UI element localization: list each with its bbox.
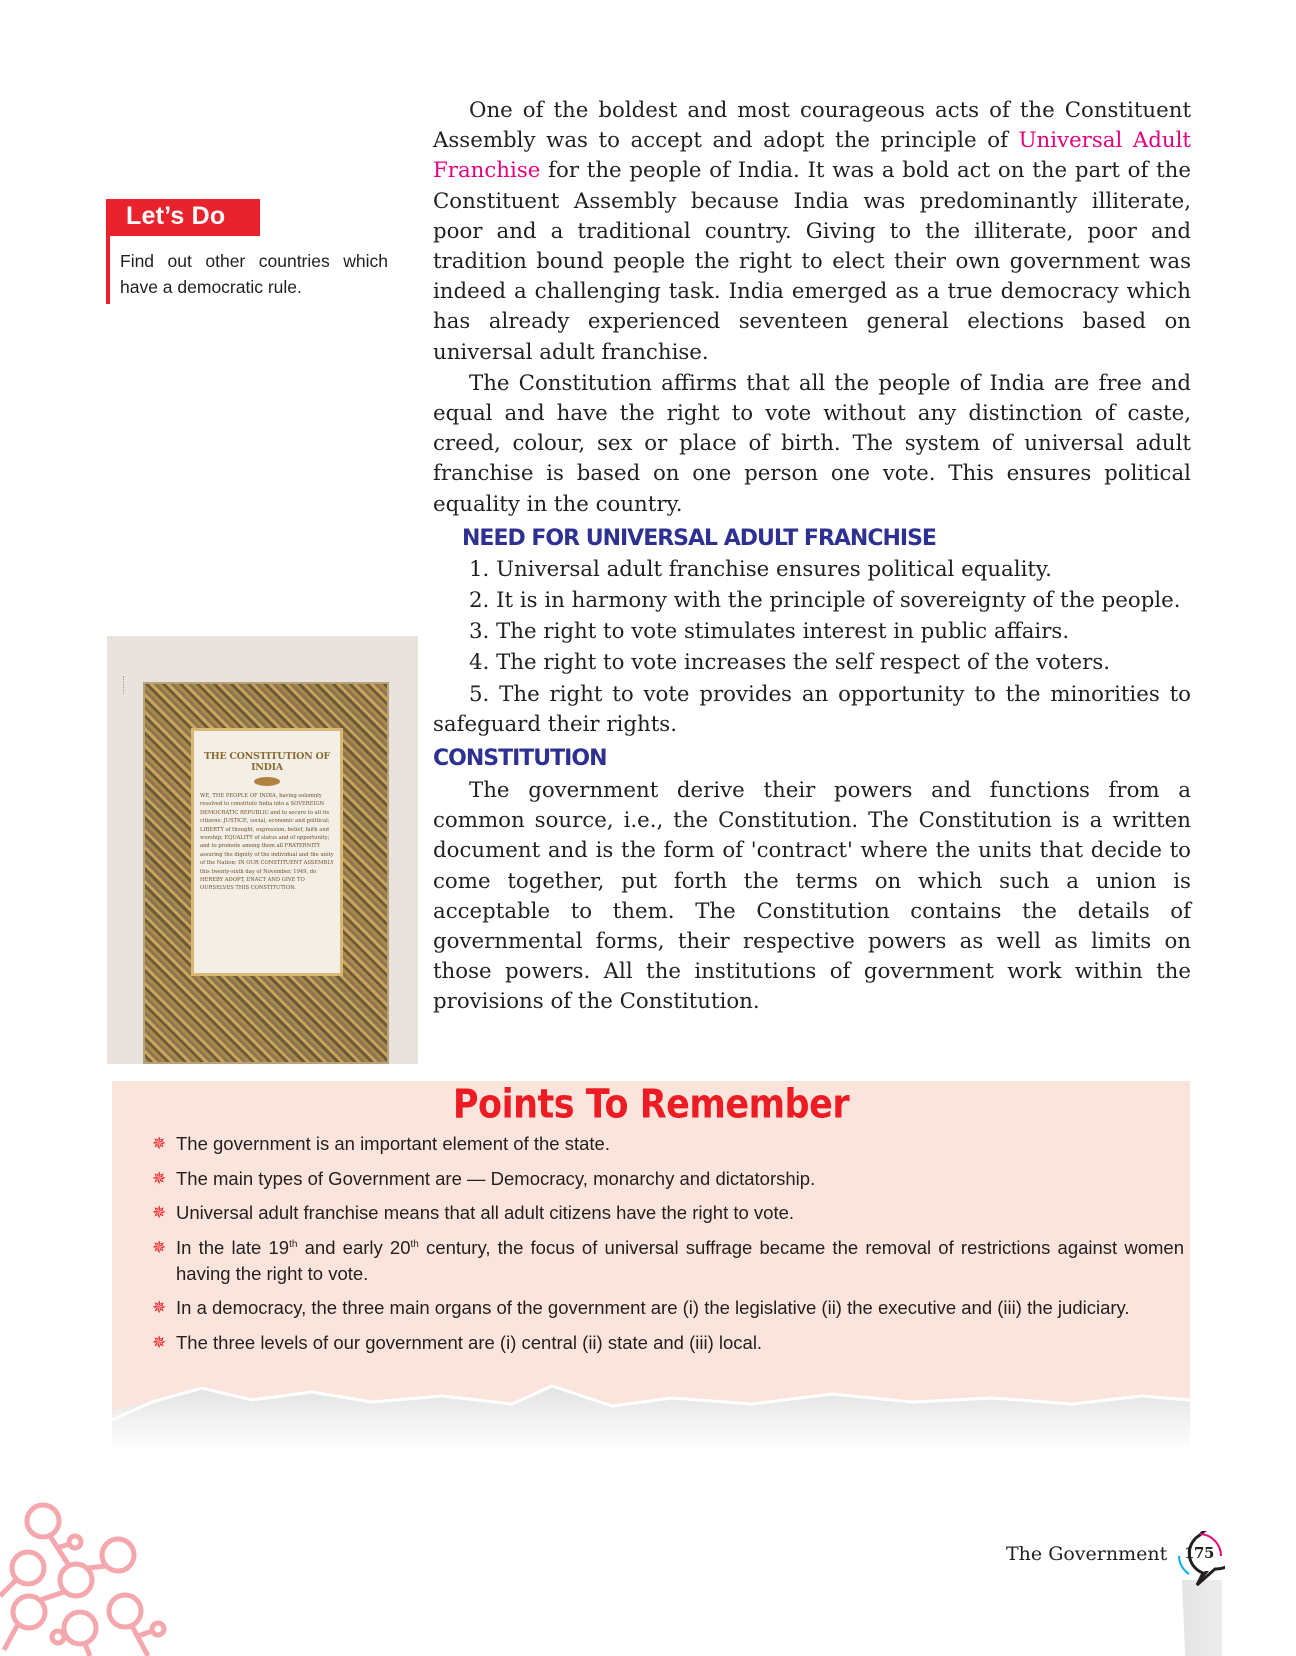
list-item: 4. The right to vote increases the self respect of the voters. [469,650,1111,676]
point-text-part: century, the focus of universal suffrage became the removal of restrictions against women having the right to vote. [176,1236,1184,1284]
heading-need-for-franchise: NEED FOR UNIVERSAL ADULT FRANCHISE [462,525,936,551]
decorative-circles-icon [0,1500,180,1656]
preamble-text: WE, THE PEOPLE OF INDIA, having solemnly resolved to constitute India into a SOVEREIGN DEMOCRATIC REPUBLIC and to secure to all its citizens: JUSTICE, social, economic and political; LIBERTY of thought, expression, belief, faith and worship; EQUALITY of status and of opportunity; and to promote among them all FRATERNITY assuring the dignity of the individual and the unity of the Nation; IN OUR CONSTITUENT ASSEMBLY this twenty-sixth day of November, 1949, do HEREBY ADOPT, ENACT AND GIVE TO OURSELVES THIS CONSTITUTION. [200,793,334,892]
torn-paper-edge [112,1380,1190,1450]
red-asterisk-icon: ✵ [152,1332,167,1352]
list-item: 1. Universal adult franchise ensures political equality. [469,556,1052,582]
superscript: th [410,1238,419,1250]
page-number: 175 [1184,1544,1214,1562]
points-to-remember-box [112,1081,1190,1419]
list-item: 5. The right to vote provides an opportunity to the minorities to safeguard their rights. [433,681,1191,737]
paragraph-constitution: The government derive their powers and functions from a common source, i.e., the Constitution. The Constitution is a written document and is the form of 'contract' where the units that decide to come together, put forth the terms on which such a union is acceptable to them. The Constitution contains the details of governmental forms, their respective powers as well as limits on those powers. All the institutions of government work within the provisions of the Constitution. [433,778,1191,1015]
chapter-title: The Government [1006,1543,1168,1565]
point-text: Universal adult franchise means that all adult citizens have the right to vote. [176,1202,795,1223]
point-text-part: In the late 19 [176,1236,290,1258]
margin-marks [123,676,127,694]
lets-do-title: Let’s Do [106,199,260,236]
point-text-part: and early 20 [297,1236,411,1258]
red-asterisk-icon: ✵ [152,1237,167,1257]
point-item [132,1235,1184,1287]
constitution-preamble-image [107,636,418,1064]
red-asterisk-icon: ✵ [152,1298,167,1317]
red-asterisk-icon: ✵ [152,1134,167,1153]
need-list [433,555,1191,740]
point-text [176,1237,1184,1284]
list-item: 3. The right to vote stimulates interest in public affairs. [469,619,1070,645]
point-item [132,1330,1184,1356]
heading-constitution: CONSTITUTION [433,746,607,772]
red-asterisk-icon: ✵ [152,1203,167,1222]
main-content [433,96,1191,1018]
paragraph-universal-franchise [433,96,1191,368]
point-item [132,1295,1184,1321]
point-item [132,1200,1184,1226]
seal-ornament [254,777,280,786]
preamble-title: THE CONSTITUTION OF INDIA [204,751,330,773]
superscript: th [289,1238,298,1250]
list-item: 2. It is in harmony with the principle of sovereignty of the people. [469,588,1181,614]
point-text: The government is an important element of the state. [176,1133,610,1154]
points-to-remember-title: Points To Remember [452,1082,850,1128]
point-text: The three levels of our government are (i) central (ii) state and (iii) local. [176,1331,763,1353]
points-list [132,1131,1184,1364]
lets-do-text: Find out other countries which have a democratic rule. [120,251,388,297]
point-text: In a democracy, the three main organs of the government are (i) the legislative (ii) the executive and (iii) the judiciary. [176,1297,1130,1318]
red-asterisk-icon: ✵ [152,1168,167,1188]
point-text: The main types of Government are — Democracy, monarchy and dictatorship. [176,1167,816,1189]
lets-do-box [106,199,386,304]
para1-before: One of the boldest and most courageous acts of the Constituent Assembly was to accept and adopt the principle of [433,98,1191,154]
page-number-badge-icon [1175,1531,1225,1603]
point-item [132,1131,1184,1157]
paragraph-constitution-affirms: The Constitution affirms that all the people of India are free and equal and have the right to vote without any distinction of caste, creed, colour, sex or place of birth. The system of universal adult franchise is based on one person one vote. This ensures political equality in the country. [433,370,1191,517]
point-item [132,1166,1184,1192]
para1-after: for the people of India. It was a bold act on the part of the Constituent Assembly because India was predominantly illiterate, poor and a traditional country. Giving to the illiterate, poor and tradition bound people the right to elect their own government was indeed a challenging task. India emerged as a true democracy which has already experienced seventeen general elections based on universal adult franchise. [433,158,1191,365]
preamble-panel [191,728,343,976]
universal-adult-franchise-term: Universal Adult Franchise [433,128,1191,184]
